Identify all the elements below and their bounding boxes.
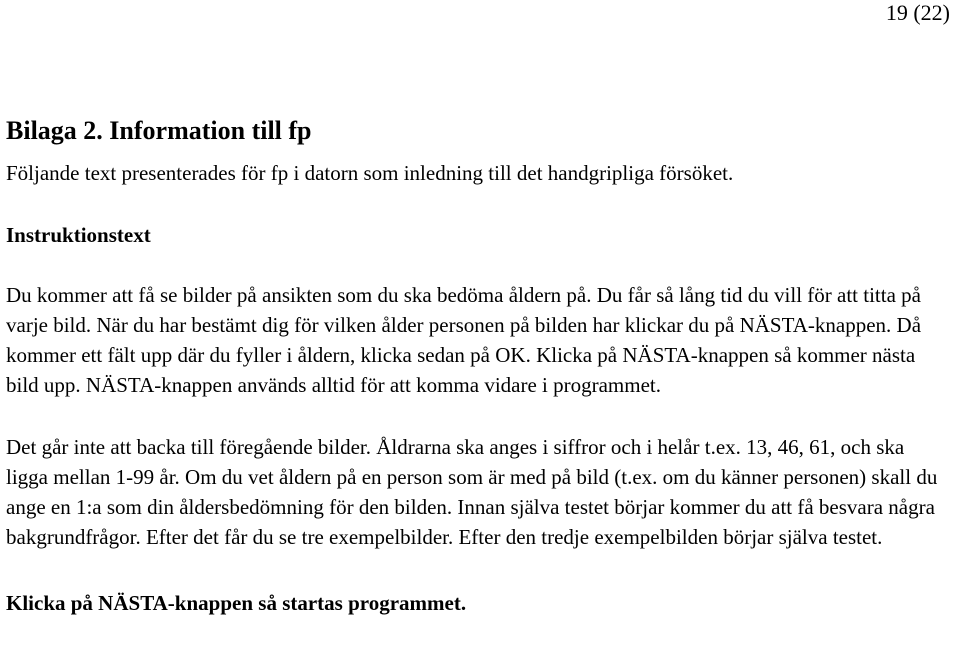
- instruction-paragraph-1: Du kommer att få se bilder på ansikten som du ska bedöma åldern på. Du får så lång tid du vill för att titta på varje bild. När du har bestämt dig för vilken ålder personen på bilden har klickar du på NÄSTA-knappen. Då kommer ett fält upp där du fyller i åldern, klicka sedan på OK. Klicka på NÄSTA-knappen så kommer nästa bild upp. NÄSTA-knappen används alltid för att komma vidare i programmet.: [6, 283, 922, 397]
- intro-text: Följande text presenterades för fp i datorn som inledning till det handgripliga försöket.: [6, 161, 734, 185]
- instruction-paragraph-2: Det går inte att backa till föregående bilder. Åldrarna ska anges i siffror och i helår t.ex. 13, 46, 61, och ska ligga mellan 1-99 år. Om du vet åldern på en person som är med på bild (t.ex. om du känner personen) skall du ange en 1:a som din åldersbedömning för den bilden. Innan själva testet börjar kommer du att få besvara några bakgrundfrågor. Efter det får du se tre exempelbilder. Efter den tredje exempelbilden börjar själva testet.: [6, 435, 938, 549]
- instruction-subheading: Instruktionstext: [6, 223, 151, 247]
- appendix-heading: Bilaga 2. Information till fp: [6, 116, 312, 145]
- page-number: 19 (22): [885, 0, 950, 25]
- document-body: [6, 114, 951, 618]
- final-instruction: Klicka på NÄSTA-knappen så startas programmet.: [6, 591, 467, 615]
